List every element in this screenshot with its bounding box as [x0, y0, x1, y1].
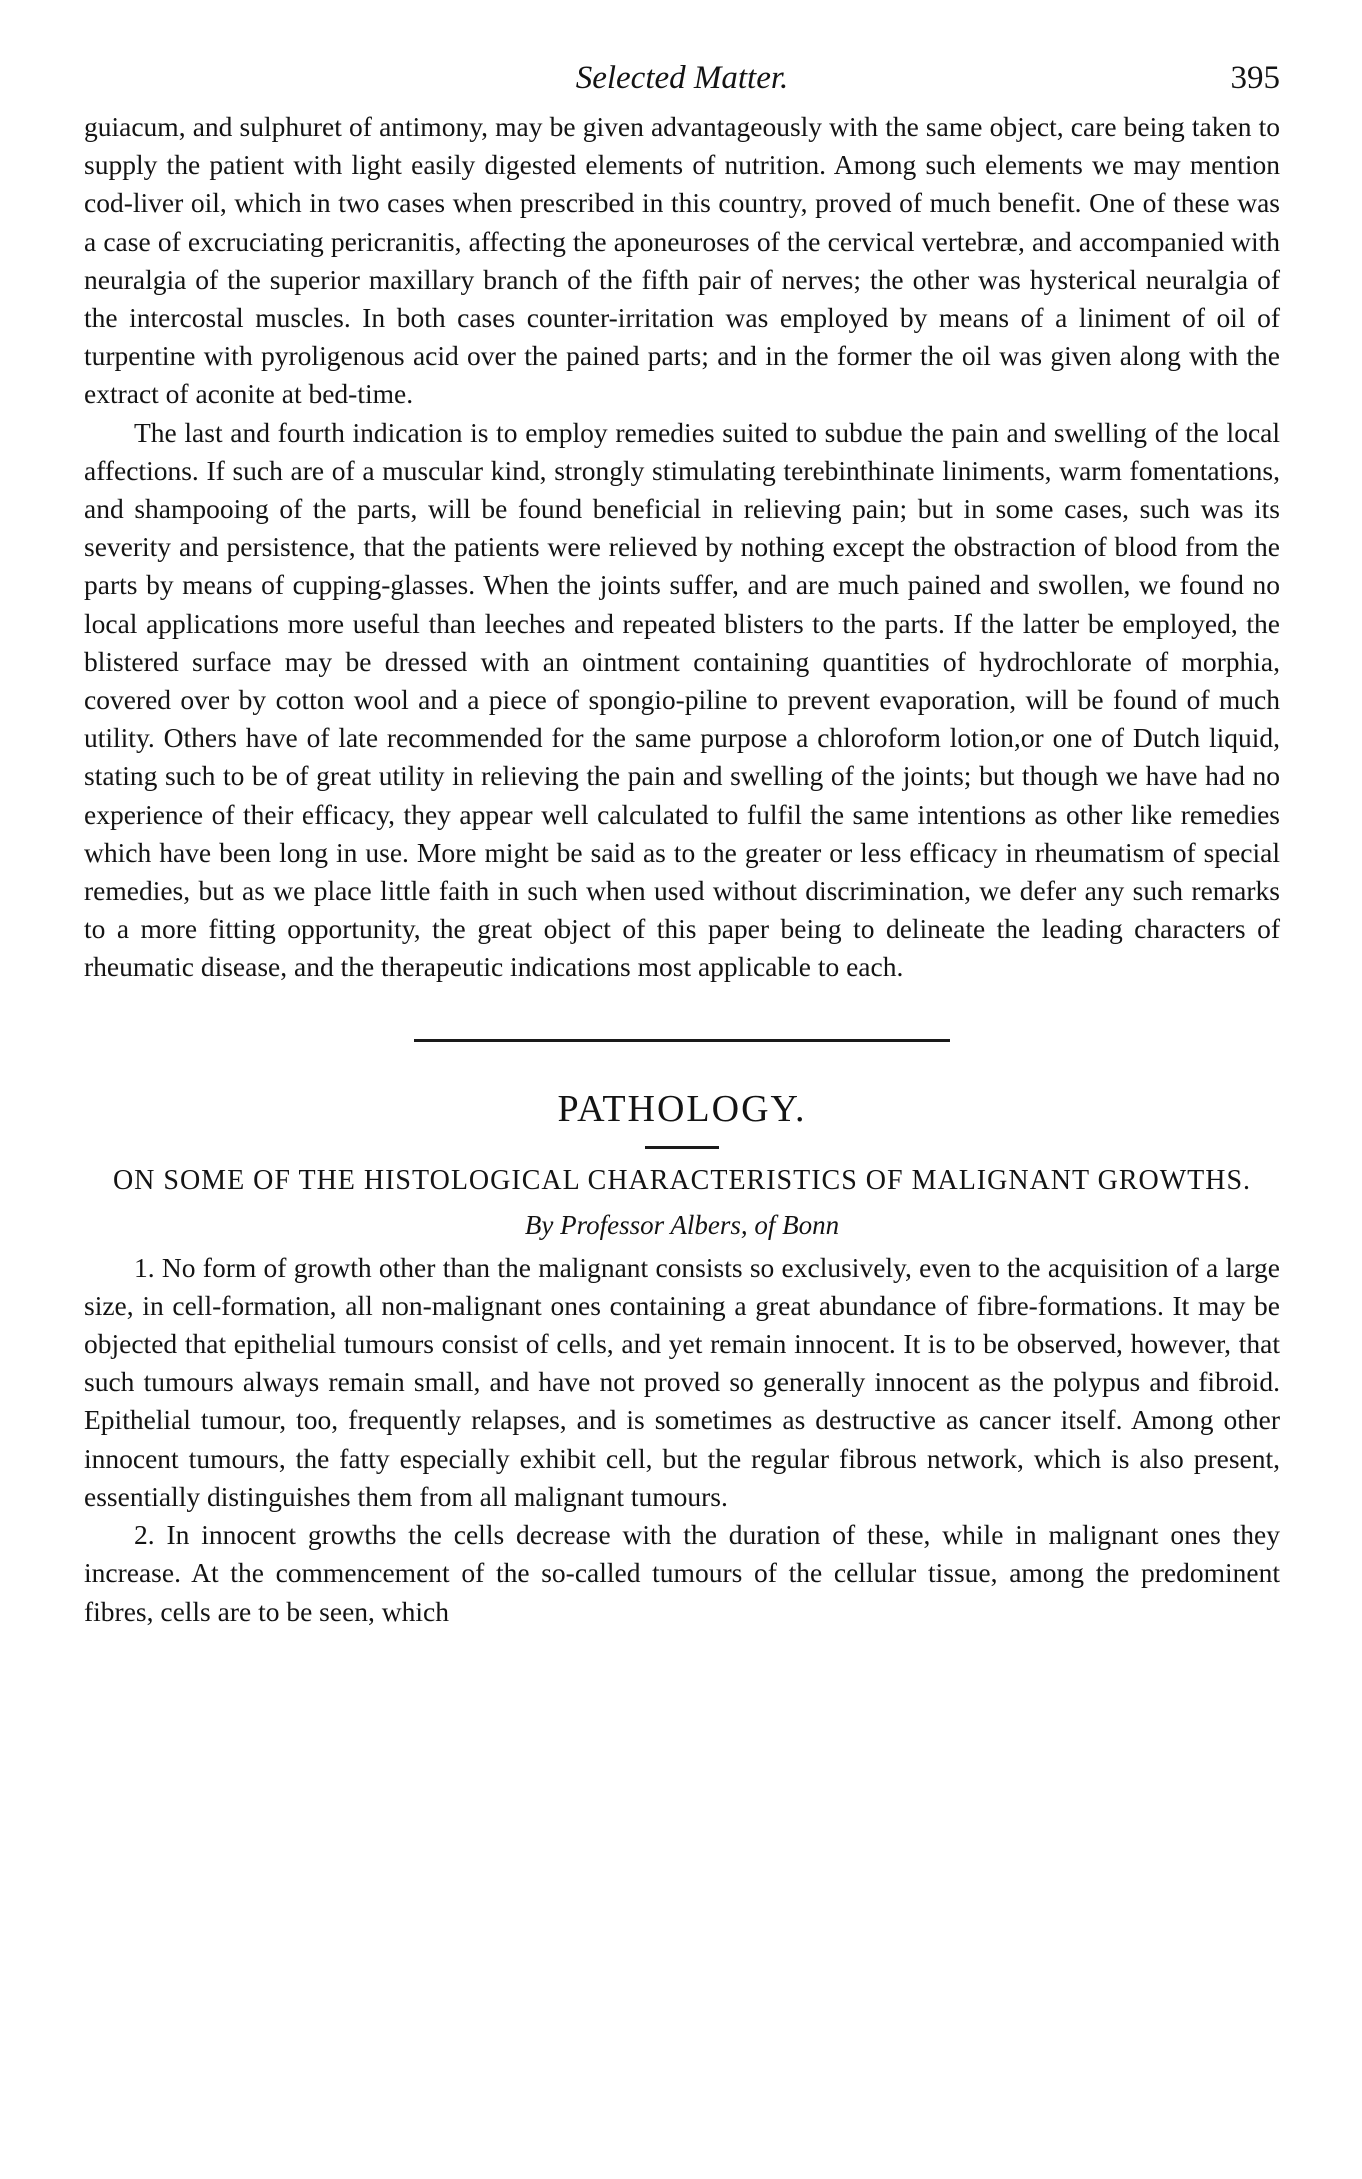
title-underline [645, 1146, 719, 1149]
body-paragraph-2: The last and fourth indication is to employ remedies suited to subdue the pain and swelling of the local affections. If such are of a muscular kind, strongly stimulating terebinthinate liniments, warm fomentations, and shampooing of the parts, will be found beneficial in relieving pain; but in some cases, such was its severity and persistence, that the patients were relieved by nothing except the obstraction of blood from the parts by means of cupping-glasses. When the joints suffer, and are much pained and swollen, we found no local applications more useful than leeches and repeated blisters to the parts. If the latter be employed, the blistered surface may be dressed with an ointment containing quantities of hydrochlorate of morphia, covered over by cotton wool and a piece of spongio-piline to prevent evaporation, will be found of much utility. Others have of late recommended for the same purpose a chloroform lotion,or one of Dutch liquid, stating such to be of great utility in relieving the pain and swelling of the joints; but though we have had no experience of their efficacy, they appear well calculated to fulfil the same intentions as other like remedies which have been long in use. More might be said as to the greater or less efficacy in rheumatism of special remedies, but as we place little faith in such when used without discrimination, we defer any such remarks to a more fitting opportunity, the great object of this paper being to delineate the leading characters of rheumatic disease, and the therapeutic indications most applicable to each. [84, 416, 1280, 983]
page-number: 395 [1230, 60, 1280, 96]
byline: By Professor Albers, of Bonn [524, 1209, 840, 1240]
body-paragraph-1: guiacum, and sulphuret of antimony, may be given advantageously with the same object, care being taken to supply the patient with light easily digested elements of nutrition. Among such elements we may mention cod-liver oil, which in two cases when prescribed in this country, proved of much benefit. One of these was a case of excruciating pericranitis, affecting the aponeuroses of the cervical vertebræ, and accompanied with neuralgia of the superior maxillary branch of the fifth pair of nerves; the other was hysterical neuralgia of the intercostal muscles. In both cases counter-irritation was employed by means of a liniment of oil of turpentine with pyroligenous acid over the pained parts; and in the former the oil was given along with the extract of aconite at bed-time. [84, 111, 1280, 410]
article-paragraph-2: 2. In innocent growths the cells decrease with the duration of these, while in malignant ones they increase. At the commencement of the so-called tumours of the cellular tissue, among the predominent fibres, cells are to be seen, which [84, 1519, 1280, 1627]
running-head [84, 56, 1280, 108]
running-title: Selected Matter. [575, 60, 789, 96]
article-paragraph-1: 1. No form of growth other than the malignant consists so exclusively, even to the acquisition of a large size, in cell-formation, all non-malignant ones containing a great abundance of fibre-formations. It may be objected that epithelial tumours consist of cells, and yet remain innocent. It is to be observed, however, that such tumours always remain small, and have not proved so generally innocent as the polypus and fibroid. Epithelial tumour, too, frequently relapses, and is sometimes as destructive as cancer itself. Among other innocent tumours, the fatty especially exhibit cell, but the regular fibrous network, which is also present, essentially distinguishes them from all malignant tumours. [84, 1251, 1280, 1512]
section-title: PATHOLOGY. [557, 1087, 807, 1130]
document-page [84, 56, 1280, 1631]
section-divider [414, 1039, 950, 1042]
article-title: ON SOME OF THE HISTOLOGICAL CHARACTERISTICS OF MALIGNANT GROWTHS. [112, 1164, 1252, 1196]
